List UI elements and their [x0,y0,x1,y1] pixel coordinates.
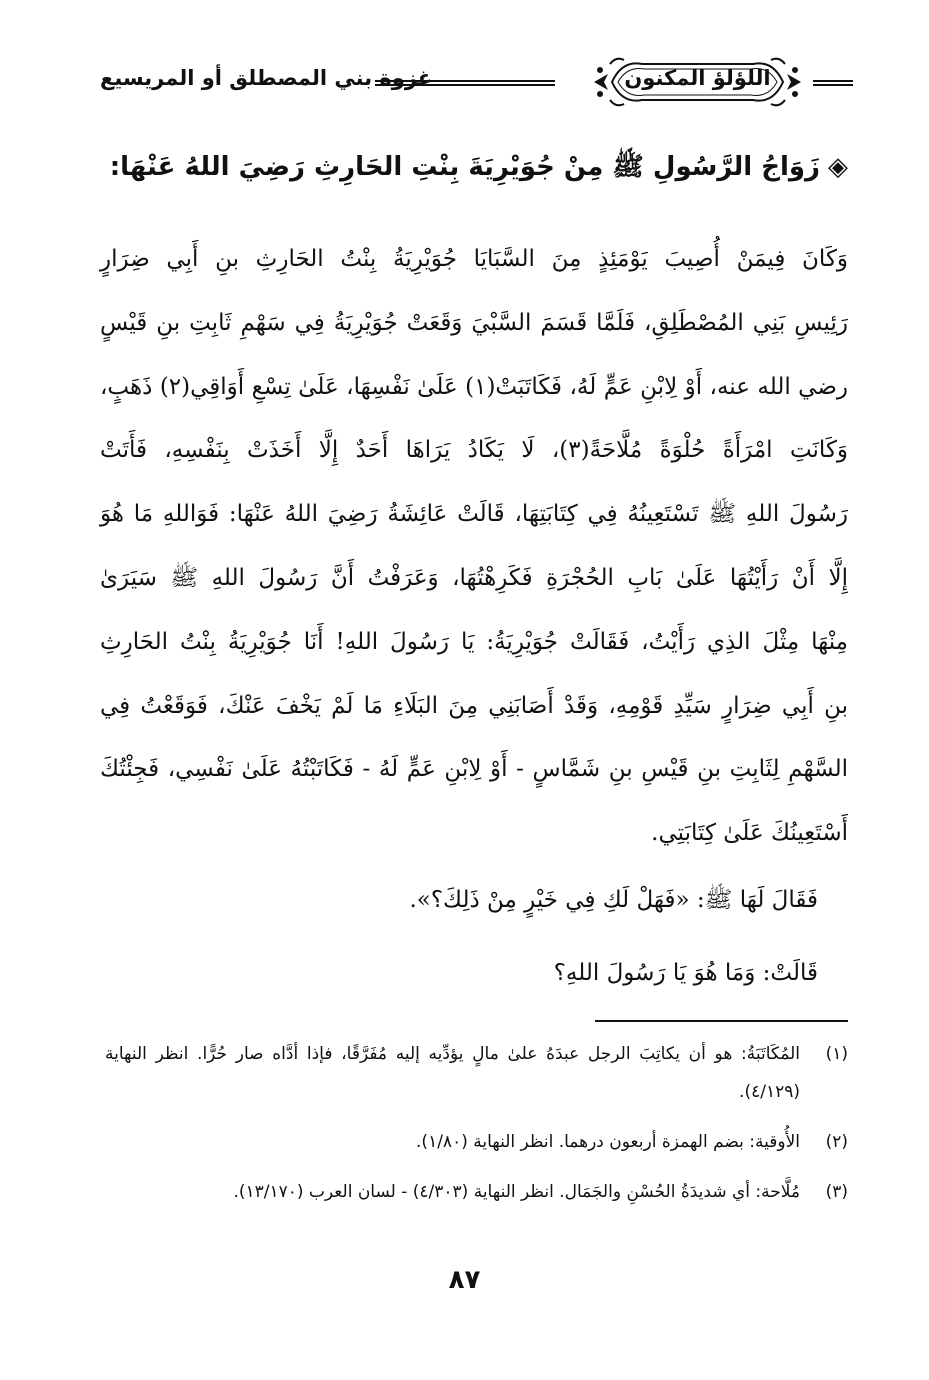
paragraph-line: رضي الله عنه، أَوْ لِابْنِ عَمٍّ لَهُ، فَكَاتَبَتْ(١) عَلَىٰ نَفْسِهَا، عَلَىٰ تِسْعِ أَوَاقِي(٢) ذَهَبٍ، [100,373,848,400]
paragraph-line: مِنْهَا مِثْلَ الذِي رَأَيْتُ، فَقَالَتْ جُوَيْرِيَةُ: يَا رَسُولَ اللهِ! أَنَا جُوَيْرِيَةُ بِنْتُ الحَارِثِ [100,628,848,655]
footnote-text: المُكَاتَبَةُ: هو أن يكاتِبَ الرجل عبدَهُ علىٰ مالٍ يؤدِّيه إليه مُفَرَّقًا، فإذا أدَّاه صار حُرًّا. انظر النهاية (٤/١٢٩). [105,1044,800,1102]
paragraph-line: السَّهْمِ لِثَابِتِ بنِ قَيْسِ بنِ شَمَّاسٍ - أَوْ لِابْنِ عَمٍّ لَهُ - فَكَاتَبْتُهُ عَلَىٰ نَفْسِي، فَجِئْتُكَ [100,756,848,783]
dialogue-line-juwayriya: قَالَتْ: وَمَا هُوَ يَا رَسُولَ اللهِ؟ [553,960,818,986]
footnote-separator [595,1020,848,1022]
paragraph-line: بنِ أَبِي ضِرَارٍ سَيِّدِ قَوْمِهِ، وَقَدْ أَصَابَنِي مِنَ البَلَاءِ مَا لَمْ يَخْفَ عَنْكَ، فَوَقَعْتُ فِي [100,692,848,719]
section-heading [100,150,848,188]
paragraph-line: رَسُولَ اللهِ ﷺ تَسْتَعِينُهُ فِي كِتَابَتِهَا، قَالَتْ عَائِشَةُ رَضِيَ اللهُ عَنْهَا: فَوَاللهِ مَا هُوَ [100,501,848,528]
dialogue-line-prophet: فَقَالَ لَهَا ﷺ: «فَهَلْ لَكِ فِي خَيْرٍ مِنْ ذَلِكَ؟». [409,887,818,913]
paragraph-line: وَكَانَتِ امْرَأَةً حُلْوَةً مُلَّاحَةً(٣)، لَا يَكَادُ يَرَاهَا أَحَدٌ إِلَّا أَخَذَتْ بِنَفْسِهِ، فَأَتَتْ [100,437,848,464]
chapter-running-title: غزوة بني المصطلق أو المريسيع [100,66,433,90]
header-rule-left [375,80,555,86]
paragraph-line: إِلَّا أَنْ رَأَيْتُهَا عَلَىٰ بَابِ الحُجْرَةِ فَكَرِهْتُهَا، وَعَرَفْتُ أَنَّ رَسُولَ اللهِ ﷺ سَيَرَىٰ [100,564,848,591]
book-title-cartouche [590,52,805,112]
footnote [105,1035,848,1111]
header-rule-right [813,80,853,86]
footnote-number: (٣) [825,1182,848,1202]
running-header [100,50,848,120]
ornament-bullet-icon: ◈ [828,152,848,182]
footnote-number: (١) [825,1044,848,1064]
main-paragraph [100,228,848,866]
footnote-number: (٢) [825,1132,848,1152]
footnote-text: مُلَّاحة: أي شديدَةُ الحُسْنِ والجَمَال. انظر النهاية (٤/٣٠٣) - لسان العرب (١٣/١٧٠). [233,1182,800,1202]
section-heading-text: زَوَاجُ الرَّسُولِ ﷺ مِنْ جُوَيْرِيَةَ بِنْتِ الحَارِثِ رَضِيَ اللهُ عَنْهَا: [109,152,820,182]
page-number: ٨٧ [448,1265,481,1295]
footnote-text: الأُوقية: بضم الهمزة أربعون درهما. انظر النهاية (١/٨٠). [416,1132,800,1152]
book-running-title: اللؤلؤ المكنون [624,66,771,90]
paragraph-line: أَسْتَعِينُكَ عَلَىٰ كِتَابَتِي. [651,820,848,847]
footnote [105,1173,848,1211]
paragraph-line: وَكَانَ فِيمَنْ أُصِيبَ يَوْمَئِذٍ مِنَ السَّبَايَا جُوَيْرِيَةُ بِنْتُ الحَارِثِ بنِ أَبِي ضِرَارٍ [100,246,848,272]
footnote [105,1123,848,1161]
paragraph-line: رَئِيسِ بَنِي المُصْطَلِقِ، فَلَمَّا قَسَمَ السَّبْيَ وَقَعَتْ جُوَيْرِيَةُ فِي سَهْمِ ثَابِتِ بنِ قَيْسٍ [100,309,848,336]
footnotes [105,1035,848,1223]
